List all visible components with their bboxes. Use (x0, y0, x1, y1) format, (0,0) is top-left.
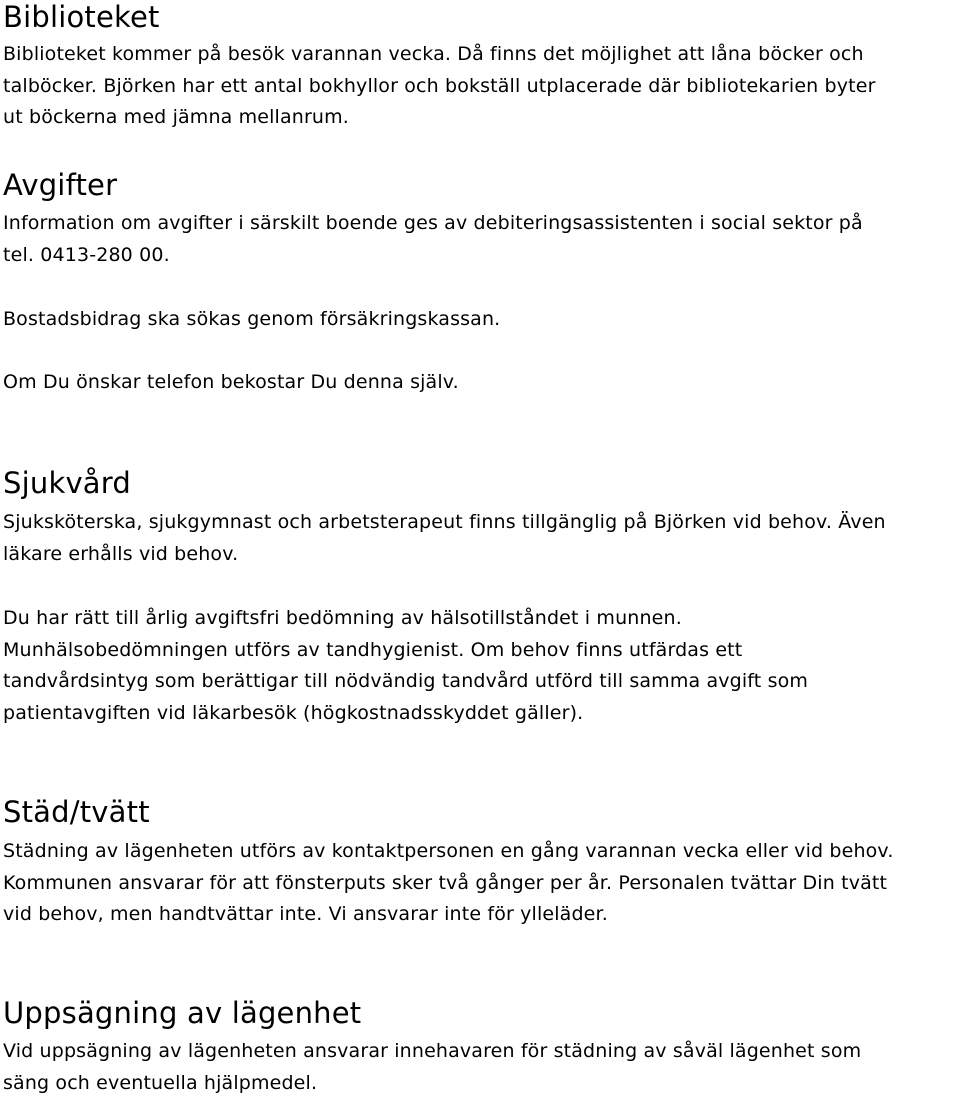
paragraph-telefon: Om Du önskar telefon bekostar Du denna själv. (3, 371, 459, 393)
paragraph-bostadsbidrag: Bostadsbidrag ska sökas genom försäkringskassan. (3, 308, 501, 330)
paragraph-avgifter-info: Information om avgifter i särskilt boende ges av debiteringsassistenten i social sektor på tel. 0413-280 00. (3, 212, 863, 266)
heading-avgifter: Avgifter (3, 168, 118, 202)
paragraph-stad-tvatt: Städning av lägenheten utförs av kontaktpersonen en gång varannan vecka eller vid behov. Kommunen ansvarar för att fönsterputs sker två gånger per år. Personalen tvättar Din tvätt vid behov, men handtvättar inte. Vi ansvarar inte för ylleläder. (3, 840, 894, 925)
paragraph-sjukvard-personal: Sjuksköterska, sjukgymnast och arbetsterapeut finns tillgänglig på Björken vid behov. Även läkare erhålls vid behov. (3, 511, 886, 565)
heading-sjukvard: Sjukvård (3, 466, 131, 500)
heading-uppsagning: Uppsägning av lägenhet (3, 996, 362, 1030)
paragraph-munhalsa: Du har rätt till årlig avgiftsfri bedömning av hälsotillståndet i munnen. Munhälsobedömningen utförs av tandhygienist. Om behov finns utfärdas ett tandvårdsintyg som berättigar till nödvändig tandvård utförd till samma avgift som patientavgiften vid läkarbesök (högkostnadsskyddet gäller). (3, 607, 809, 724)
paragraph-biblioteket: Biblioteket kommer på besök varannan vecka. Då finns det möjlighet att låna böcker och talböcker. Björken har ett antal bokhyllor och bokställ utplacerade där bibliotekarien byter ut böckerna med jämna mellanrum. (3, 43, 876, 128)
heading-stad-tvatt: Städ/tvätt (3, 795, 150, 829)
paragraph-uppsagning: Vid uppsägning av lägenheten ansvarar innehavaren för städning av såväl lägenhet som säng och eventuella hjälpmedel. (3, 1040, 862, 1094)
heading-biblioteket: Biblioteket (3, 0, 160, 34)
